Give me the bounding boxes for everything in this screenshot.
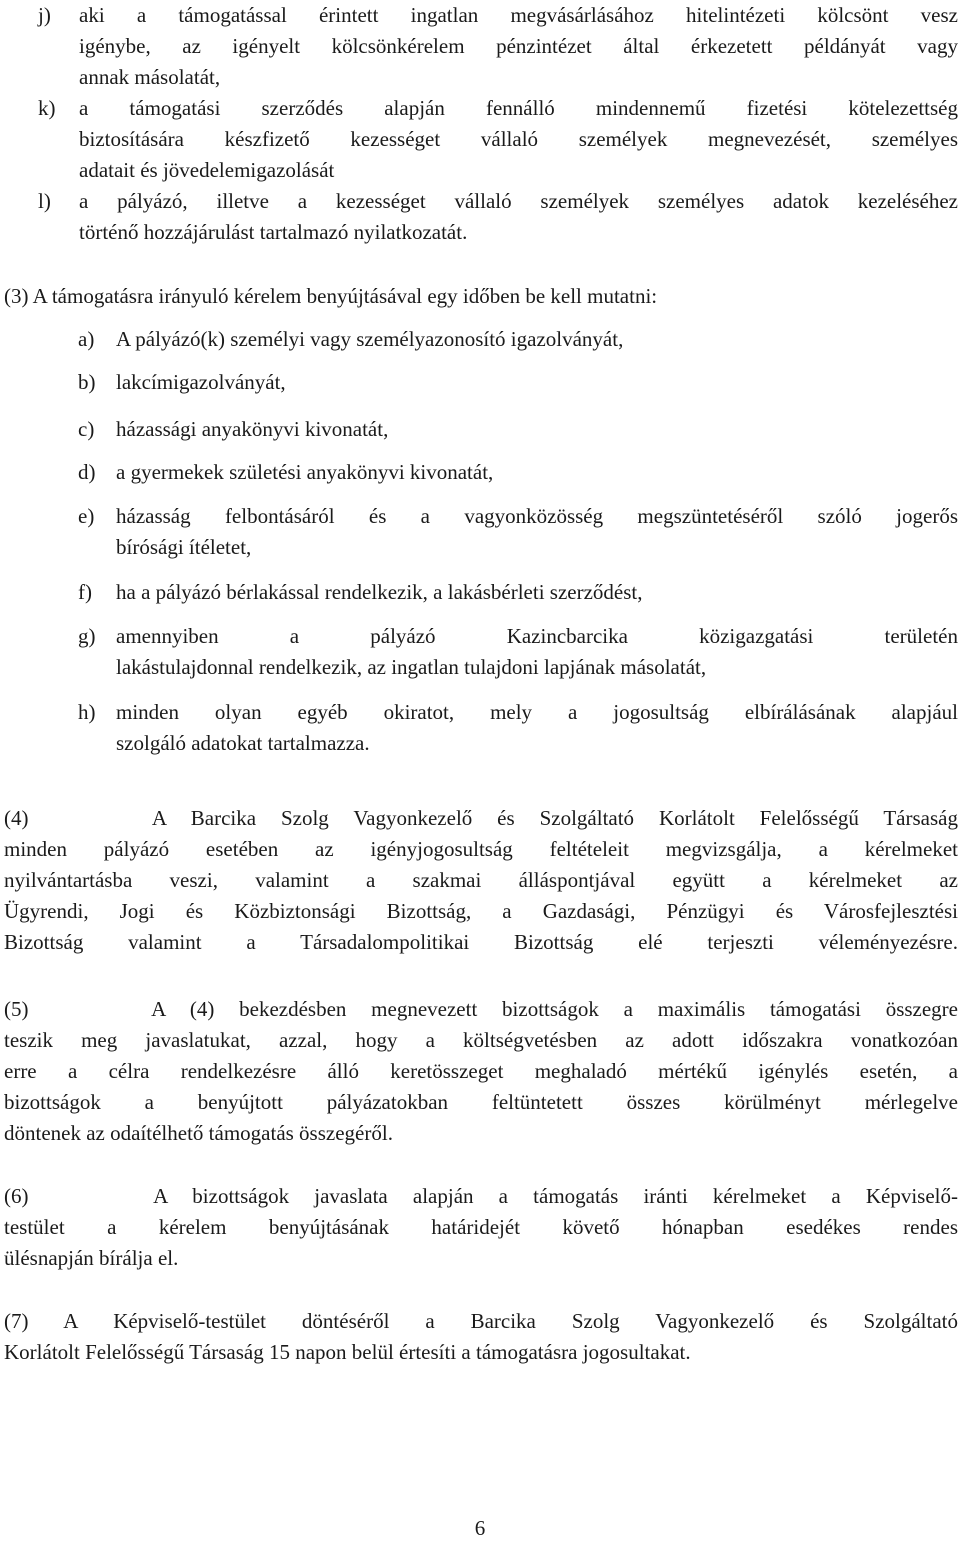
text-line: házassági anyakönyvi kivonatát, [116,417,389,441]
text-line: (7) A Képviselő-testület döntéséről a Barcika Szolg Vagyonkezelő és Szolgáltató [4,1309,958,1333]
page-number: 6 [474,1516,486,1540]
text-line: erre a célra rendelkezésre álló keretösszeget meghaladó mértékű igénylés esetén, a [4,1059,958,1083]
text-line: szolgáló adatokat tartalmazza. [116,731,370,755]
list-item-g [78,621,958,683]
text-line: házasság felbontásáról és a vagyonközösség megszüntetéséről szóló jogerős [116,504,958,528]
list-item-k [38,93,958,186]
text-line: döntenek az odaítélhető támogatás összegéről. [4,1121,393,1145]
text-line: teszik meg javaslatukat, azzal, hogy a költségvetésben az adott időszakra vonatkozóan [4,1028,958,1052]
text-line: ülésnapján bírálja el. [4,1246,179,1270]
section-3-intro: (3) A támogatásra irányuló kérelem benyújtásával egy időben be kell mutatni: [4,284,658,308]
text-line: ha a pályázó bérlakással rendelkezik, a lakásbérleti szerződést, [116,580,643,604]
text-line: bizottságok a benyújtott pályázatokban feltüntetett összes körülményt mérlegelve [4,1090,958,1114]
list-item-h [78,697,958,759]
text-line: a támogatási szerződés alapján fennálló mindennemű fizetési kötelezettség [79,96,958,120]
list-item-d [78,457,958,488]
list-marker: j) [38,3,51,27]
text-line: nyilvántartásba veszi, valamint a szakmai álláspontjával együtt a kérelmeket az [4,868,958,892]
text-line: lakcímigazolványát, [116,370,286,394]
text-line: bírósági ítéletet, [116,535,252,559]
list-item-l [38,186,958,248]
text-line: minden pályázó esetében az igényjogosultság feltételeit megvizsgálja, a kérelmeket [4,837,958,861]
text-line: történő hozzájárulást tartalmazó nyilatkozatát. [79,220,468,244]
text-line: amennyiben a pályázó Kazincbarcika közigazgatási területén [116,624,958,648]
list-marker: f) [78,580,92,604]
list-item-b [78,367,958,398]
list-marker: l) [38,189,51,213]
text-line: (5) A (4) bekezdésben megnevezett bizottságok a maximális támogatási összegre [4,997,958,1021]
text-line: testület a kérelem benyújtásának határidejét követő hónapban esedékes rendes [4,1215,958,1239]
text-line: Bizottság valamint a Társadalompolitikai Bizottság elé terjeszti véleményezésre. [4,930,958,954]
text-line: biztosítására készfizető kezességet vállaló személyek megnevezését, személyes [79,127,958,151]
section-5-paragraph [4,994,958,1149]
text-line: Ügyrendi, Jogi és Közbiztonsági Bizottság, a Gazdasági, Pénzügyi és Városfejlesztési [4,899,958,923]
section-6-paragraph [4,1181,958,1274]
text-line: minden olyan egyéb okiratot, mely a jogosultság elbírálásának alapjául [116,700,958,724]
text-line: igénybe, az igényelt kölcsönkérelem pénzintézet által érkezetett példányát vagy [79,34,958,58]
list-marker: a) [78,327,95,351]
text-line: adatait és jövedelemigazolását [79,158,335,182]
list-marker: k) [38,96,56,120]
text-line: lakástulajdonnal rendelkezik, az ingatlan tulajdoni lapjának másolatát, [116,655,707,679]
text-line: (6) A bizottságok javaslata alapján a támogatás iránti kérelmeket a Képviselő- [4,1184,958,1208]
list-marker: d) [78,460,96,484]
list-item-j [38,0,958,93]
list-marker: g) [78,624,96,648]
list-marker: h) [78,700,96,724]
list-item-a [78,324,958,355]
text-line: a pályázó, illetve a kezességet vállaló személyek személyes adatok kezeléséhez [79,189,958,213]
text-line: annak másolatát, [79,65,221,89]
section-4-paragraph [4,803,958,958]
list-item-c [78,414,958,445]
list-item-e [78,501,958,563]
section-7-paragraph [4,1306,958,1368]
list-marker: c) [78,417,95,441]
text-line: aki a támogatással érintett ingatlan megvásárlásához hitelintézeti kölcsönt vesz [79,3,958,27]
list-item-f [78,577,958,608]
text-line: Korlátolt Felelősségű Társaság 15 napon belül értesíti a támogatásra jogosultakat. [4,1340,691,1364]
text-line: A pályázó(k) személyi vagy személyazonosító igazolványát, [116,327,624,351]
text-line: (4) A Barcika Szolg Vagyonkezelő és Szolgáltató Korlátolt Felelősségű Társaság [4,806,958,830]
list-marker: e) [78,504,95,528]
list-marker: b) [78,370,96,394]
text-line: a gyermekek születési anyakönyvi kivonatát, [116,460,494,484]
